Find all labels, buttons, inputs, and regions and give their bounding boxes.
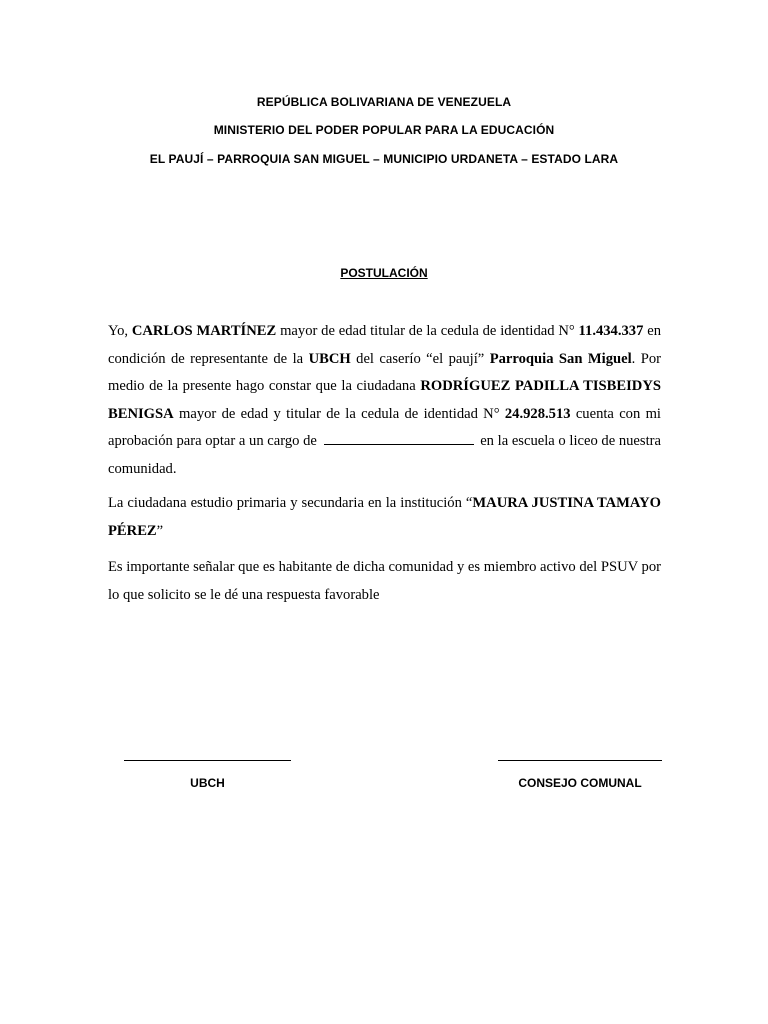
representative-id: 11.434.337 (578, 323, 644, 339)
text-fragment: ” (156, 522, 164, 539)
text-fragment: cuenta con mi aprobación para optar a un cargo de (108, 405, 661, 449)
representative-name: CARLOS MARTÍNEZ (131, 323, 277, 339)
title-text: POSTULACIÓN (340, 266, 428, 280)
document-title (0, 266, 768, 280)
signature-label-left: UBCH (190, 776, 225, 790)
text-fragment: en la escuela o liceo de nuestra comunidad. (108, 433, 661, 477)
paragraph-declaration (108, 318, 661, 483)
text-fragment: en condición de representante de la (108, 323, 661, 367)
text-fragment: . Por medio de la presente hago constar que la ciudadana (108, 350, 662, 394)
signature-line-left (124, 760, 291, 761)
position-blank-line (324, 431, 474, 445)
text-fragment: La ciudadana estudio primaria y secundaria en la institución “ (108, 495, 473, 511)
header-ministry: MINISTERIO DEL PODER POPULAR PARA LA EDUCACIÓN (213, 123, 555, 137)
institution-name: MAURA JUSTINA TAMAYO PÉREZ (108, 495, 661, 539)
header-republic: REPÚBLICA BOLIVARIANA DE VENEZUELA (256, 95, 512, 109)
paragraph-request: Es importante señalar que es habitante de dicha comunidad y es miembro activo del PSUV por lo que solicito se le dé una respuesta favorable (108, 559, 661, 603)
text-fragment: mayor de edad y titular de la cedula de identidad N° (173, 405, 505, 422)
signature-line-right (498, 760, 662, 761)
organization-name: UBCH (308, 350, 351, 367)
paragraph-education (108, 490, 661, 545)
text-fragment: mayor de edad titular de la cedula de identidad N° (276, 323, 579, 339)
signature-label-right: CONSEJO COMUNAL (518, 776, 642, 790)
header-location: EL PAUJÍ – PARROQUIA SAN MIGUEL – MUNICIPIO URDANETA – ESTADO LARA (149, 152, 619, 166)
candidate-id: 24.928.513 (504, 405, 571, 422)
text-fragment: del caserío “el paují” (350, 350, 490, 367)
text-fragment: Yo, (108, 323, 132, 339)
parish-name: Parroquia San Miguel (489, 350, 632, 367)
candidate-name: RODRÍGUEZ PADILLA TISBEIDYS BENIGSA (108, 378, 661, 422)
